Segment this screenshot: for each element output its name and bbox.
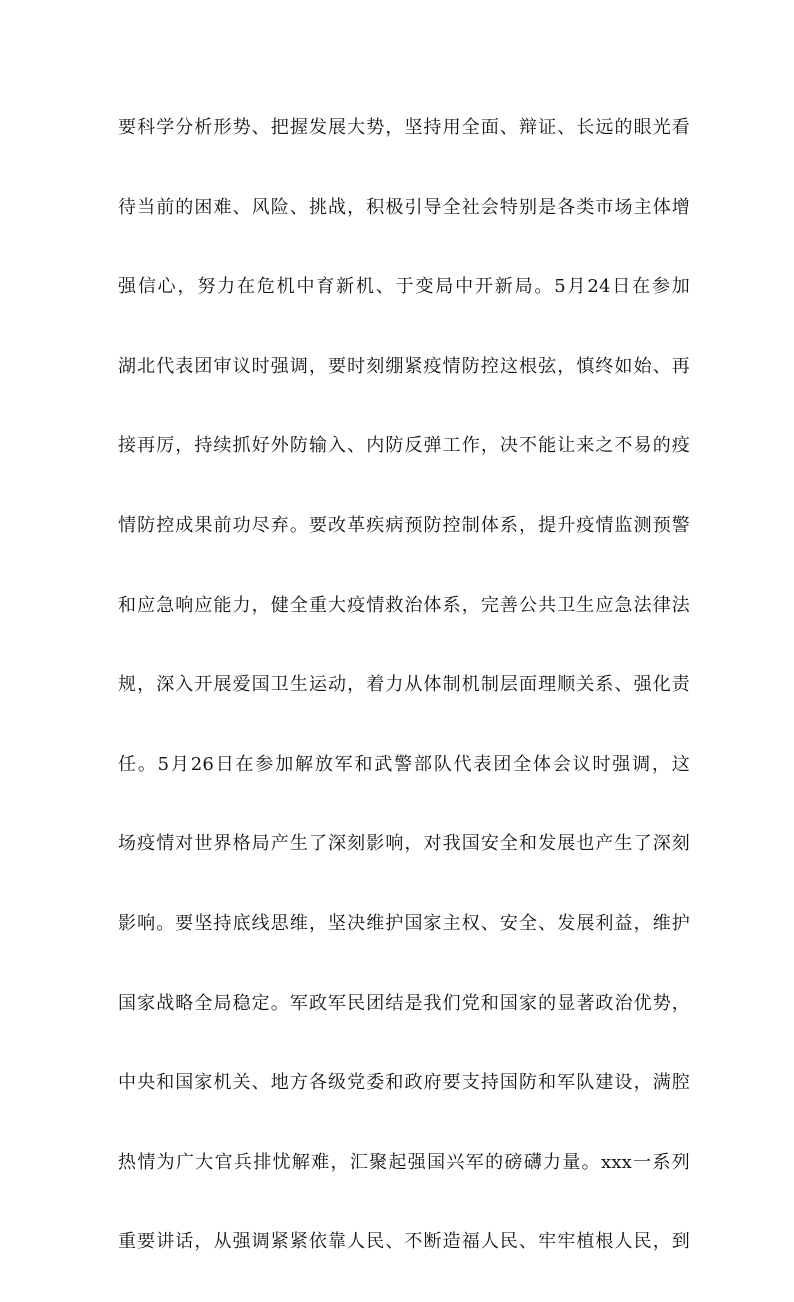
text-line-8: 规，深入开展爱国卫生运动，着力从体制机制层面理顺关系、强化责 bbox=[118, 674, 690, 696]
text-line-4: 湖北代表团审议时强调，要时刻绷紧疫情防控这根弦，慎终如始、再 bbox=[118, 355, 690, 377]
text-line-12: 国家战略全局稳定。军政军民团结是我们党和国家的显著政治优势， bbox=[118, 992, 690, 1014]
text-line-11: 影响。要坚持底线思维，坚决维护国家主权、安全、发展利益，维护 bbox=[118, 912, 690, 934]
text-line-9: 任。5月26日在参加解放军和武警部队代表团全体会议时强调，这 bbox=[118, 753, 690, 775]
text-line-15: 重要讲话，从强调紧紧依靠人民、不断造福人民、牢牢植根人民，到 bbox=[118, 1231, 690, 1253]
text-line-10: 场疫情对世界格局产生了深刻影响，对我国安全和发展也产生了深刻 bbox=[118, 833, 690, 855]
text-line-1: 要科学分析形势、把握发展大势，坚持用全面、辩证、长远的眼光看 bbox=[118, 117, 690, 138]
text-line-6: 情防控成果前功尽弃。要改革疾病预防控制体系，提升疫情监测预警 bbox=[118, 514, 690, 536]
text-line-2: 待当前的困难、风险、挑战，积极引导全社会特别是各类市场主体增 bbox=[118, 196, 690, 218]
text-line-13: 中央和国家机关、地方各级党委和政府要支持国防和军队建设，满腔 bbox=[118, 1072, 690, 1094]
text-line-5: 接再厉，持续抓好外防输入、内防反弹工作，决不能让来之不易的疫 bbox=[118, 435, 690, 457]
text-line-3: 强信心，努力在危机中育新机、于变局中开新局。5月24日在参加 bbox=[118, 276, 690, 298]
text-line-14: 热情为广大官兵排忧解难，汇聚起强国兴军的磅礴力量。xxx一系列 bbox=[118, 1151, 690, 1173]
text-line-7: 和应急响应能力，健全重大疫情救治体系，完善公共卫生应急法律法 bbox=[118, 594, 690, 616]
